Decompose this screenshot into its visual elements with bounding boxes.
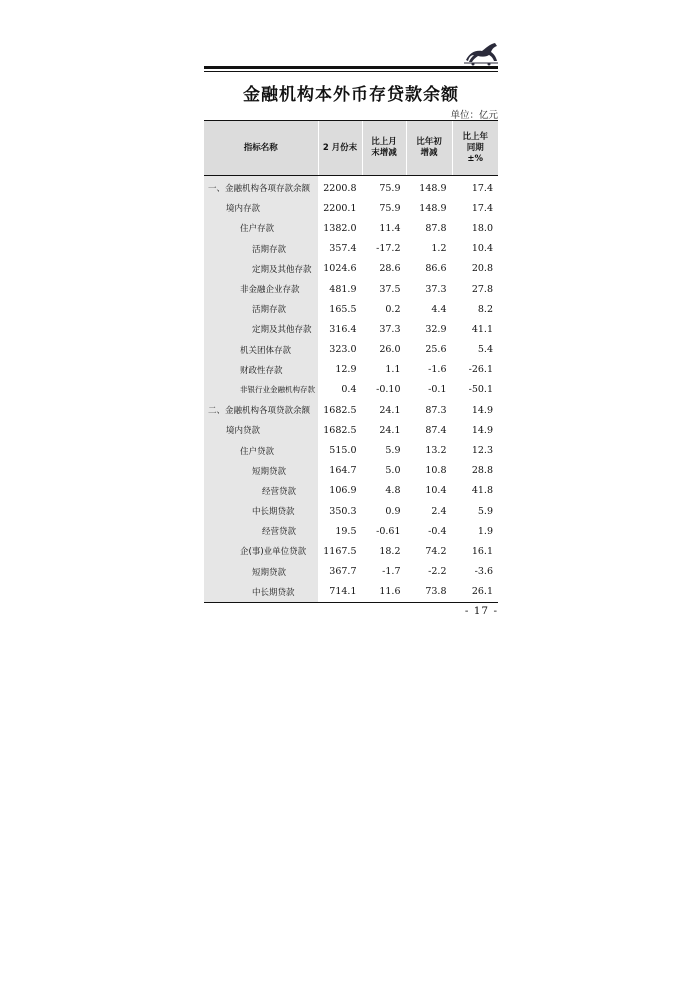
- row-indicator-name: 定期及其他存款: [204, 259, 318, 279]
- cell-ytd-change: 148.9: [406, 176, 452, 199]
- cell-ytd-change: 4.4: [406, 299, 452, 319]
- cell-mom-change: 1.1: [362, 360, 406, 380]
- cell-feb-end: 1167.5: [318, 541, 362, 561]
- row-indicator-name: 二、金融机构各项贷款余额: [204, 400, 318, 420]
- row-indicator-name: 企(事)业单位贷款: [204, 541, 318, 561]
- table-row: [204, 299, 498, 319]
- cell-feb-end: 164.7: [318, 461, 362, 481]
- cell-mom-change: 26.0: [362, 340, 406, 360]
- row-indicator-name: 住户存款: [204, 218, 318, 238]
- cell-yoy-pct: 5.4: [452, 340, 498, 360]
- cell-mom-change: 75.9: [362, 198, 406, 218]
- header-feb-end: 2 月份末: [318, 121, 362, 176]
- cell-feb-end: 1024.6: [318, 259, 362, 279]
- cell-ytd-change: -2.2: [406, 562, 452, 582]
- cell-feb-end: 12.9: [318, 360, 362, 380]
- table-row: [204, 239, 498, 259]
- table-header-row: [204, 121, 498, 176]
- cell-mom-change: 11.4: [362, 218, 406, 238]
- cell-ytd-change: 10.8: [406, 461, 452, 481]
- cell-yoy-pct: 12.3: [452, 440, 498, 460]
- table-row: [204, 198, 498, 218]
- header-mom-change: 比上月 末增减: [362, 121, 406, 176]
- cell-feb-end: 316.4: [318, 319, 362, 339]
- row-indicator-name: 活期存款: [204, 239, 318, 259]
- table-row: [204, 501, 498, 521]
- table-row: [204, 218, 498, 238]
- row-indicator-name: 短期贷款: [204, 461, 318, 481]
- cell-mom-change: 11.6: [362, 582, 406, 603]
- row-indicator-name: 定期及其他存款: [204, 319, 318, 339]
- cell-mom-change: 37.5: [362, 279, 406, 299]
- cell-feb-end: 357.4: [318, 239, 362, 259]
- cell-ytd-change: 37.3: [406, 279, 452, 299]
- cell-mom-change: 37.3: [362, 319, 406, 339]
- row-indicator-name: 一、金融机构各项存款余额: [204, 176, 318, 199]
- cell-yoy-pct: 41.1: [452, 319, 498, 339]
- cell-feb-end: 323.0: [318, 340, 362, 360]
- table-row: [204, 541, 498, 561]
- cell-yoy-pct: 20.8: [452, 259, 498, 279]
- page-title: 金融机构本外币存贷款余额: [243, 85, 459, 105]
- cell-yoy-pct: 18.0: [452, 218, 498, 238]
- cell-mom-change: 24.1: [362, 420, 406, 440]
- cell-feb-end: 165.5: [318, 299, 362, 319]
- row-indicator-name: 活期存款: [204, 299, 318, 319]
- table-row: [204, 420, 498, 440]
- row-indicator-name: 境内存款: [204, 198, 318, 218]
- cell-yoy-pct: 5.9: [452, 501, 498, 521]
- cell-ytd-change: 2.4: [406, 501, 452, 521]
- cell-yoy-pct: -50.1: [452, 380, 498, 400]
- table-row: [204, 521, 498, 541]
- header-rule-thin: [204, 71, 498, 72]
- cell-yoy-pct: -26.1: [452, 360, 498, 380]
- table-row: [204, 360, 498, 380]
- cell-ytd-change: 73.8: [406, 582, 452, 603]
- table-row: [204, 400, 498, 420]
- cell-feb-end: 19.5: [318, 521, 362, 541]
- cell-yoy-pct: -3.6: [452, 562, 498, 582]
- cell-yoy-pct: 14.9: [452, 420, 498, 440]
- cell-mom-change: -0.10: [362, 380, 406, 400]
- table-row: [204, 562, 498, 582]
- table-row: [204, 319, 498, 339]
- cell-yoy-pct: 16.1: [452, 541, 498, 561]
- row-indicator-name: 非银行业金融机构存款: [204, 380, 318, 400]
- cell-yoy-pct: 17.4: [452, 198, 498, 218]
- cell-ytd-change: 74.2: [406, 541, 452, 561]
- table-body: [204, 176, 498, 603]
- cell-ytd-change: 148.9: [406, 198, 452, 218]
- header-rule-thick: [204, 66, 498, 69]
- cell-feb-end: 515.0: [318, 440, 362, 460]
- cell-yoy-pct: 10.4: [452, 239, 498, 259]
- cell-ytd-change: 25.6: [406, 340, 452, 360]
- cell-feb-end: 1682.5: [318, 400, 362, 420]
- cell-ytd-change: 86.6: [406, 259, 452, 279]
- row-indicator-name: 中长期贷款: [204, 582, 318, 603]
- table-row: [204, 176, 498, 199]
- row-indicator-name: 经营贷款: [204, 481, 318, 501]
- cell-yoy-pct: 26.1: [452, 582, 498, 603]
- row-indicator-name: 境内贷款: [204, 420, 318, 440]
- table-row: [204, 481, 498, 501]
- cell-ytd-change: 13.2: [406, 440, 452, 460]
- cell-feb-end: 106.9: [318, 481, 362, 501]
- cell-mom-change: 5.0: [362, 461, 406, 481]
- table-row: [204, 380, 498, 400]
- unit-label: 单位：亿元: [450, 110, 498, 121]
- cell-mom-change: -1.7: [362, 562, 406, 582]
- cell-ytd-change: 87.8: [406, 218, 452, 238]
- cell-feb-end: 481.9: [318, 279, 362, 299]
- cell-mom-change: -17.2: [362, 239, 406, 259]
- row-indicator-name: 机关团体存款: [204, 340, 318, 360]
- cell-mom-change: -0.61: [362, 521, 406, 541]
- cell-feb-end: 367.7: [318, 562, 362, 582]
- cell-mom-change: 24.1: [362, 400, 406, 420]
- cell-mom-change: 4.8: [362, 481, 406, 501]
- cell-mom-change: 75.9: [362, 176, 406, 199]
- cell-mom-change: 0.9: [362, 501, 406, 521]
- cell-yoy-pct: 14.9: [452, 400, 498, 420]
- table-row: [204, 461, 498, 481]
- table-row: [204, 259, 498, 279]
- cell-feb-end: 2200.1: [318, 198, 362, 218]
- cell-ytd-change: 1.2: [406, 239, 452, 259]
- cell-yoy-pct: 17.4: [452, 176, 498, 199]
- cell-feb-end: 350.3: [318, 501, 362, 521]
- row-indicator-name: 短期贷款: [204, 562, 318, 582]
- cell-ytd-change: 87.3: [406, 400, 452, 420]
- cell-ytd-change: -0.4: [406, 521, 452, 541]
- cell-feb-end: 714.1: [318, 582, 362, 603]
- row-indicator-name: 财政性存款: [204, 360, 318, 380]
- row-indicator-name: 非金融企业存款: [204, 279, 318, 299]
- cell-ytd-change: 10.4: [406, 481, 452, 501]
- header-indicator-name: 指标名称: [204, 121, 318, 176]
- row-indicator-name: 中长期贷款: [204, 501, 318, 521]
- cell-yoy-pct: 28.8: [452, 461, 498, 481]
- header-yoy-pct: 比上年 同期 ±%: [452, 121, 498, 176]
- table-row: [204, 340, 498, 360]
- cell-feb-end: 0.4: [318, 380, 362, 400]
- horse-logo-icon: [462, 40, 500, 66]
- cell-ytd-change: -0.1: [406, 380, 452, 400]
- row-indicator-name: 经营贷款: [204, 521, 318, 541]
- cell-ytd-change: 87.4: [406, 420, 452, 440]
- cell-ytd-change: -1.6: [406, 360, 452, 380]
- header-ytd-change: 比年初 增减: [406, 121, 452, 176]
- deposit-loan-table: [204, 120, 498, 603]
- cell-feb-end: 2200.8: [318, 176, 362, 199]
- cell-yoy-pct: 27.8: [452, 279, 498, 299]
- cell-yoy-pct: 1.9: [452, 521, 498, 541]
- cell-mom-change: 0.2: [362, 299, 406, 319]
- cell-mom-change: 28.6: [362, 259, 406, 279]
- page-number: - 17 -: [464, 605, 498, 617]
- cell-yoy-pct: 41.8: [452, 481, 498, 501]
- table-row: [204, 582, 498, 603]
- cell-feb-end: 1382.0: [318, 218, 362, 238]
- row-indicator-name: 住户贷款: [204, 440, 318, 460]
- table-row: [204, 440, 498, 460]
- cell-yoy-pct: 8.2: [452, 299, 498, 319]
- cell-ytd-change: 32.9: [406, 319, 452, 339]
- cell-mom-change: 5.9: [362, 440, 406, 460]
- cell-feb-end: 1682.5: [318, 420, 362, 440]
- table-row: [204, 279, 498, 299]
- cell-mom-change: 18.2: [362, 541, 406, 561]
